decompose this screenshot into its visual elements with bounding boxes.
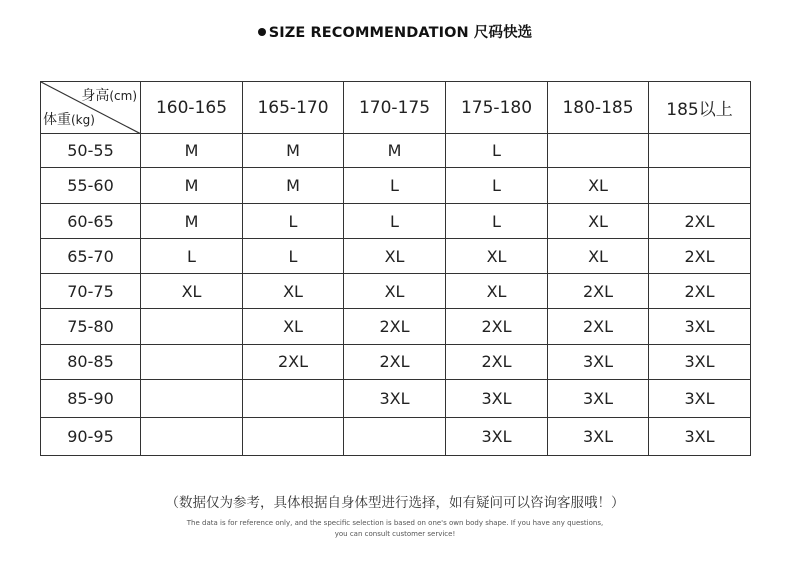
size-chart-body — [41, 134, 751, 456]
size-cell: 3XL — [649, 379, 751, 417]
weight-range-cell: 55-60 — [41, 168, 141, 204]
size-cell: 3XL — [649, 344, 751, 379]
size-cell: 2XL — [649, 274, 751, 309]
size-cell: XL — [344, 239, 446, 274]
size-cell: L — [446, 134, 548, 168]
size-cell — [649, 134, 751, 168]
size-cell: 2XL — [548, 309, 649, 344]
size-cell: XL — [446, 239, 548, 274]
size-cell: XL — [548, 204, 649, 239]
size-cell: L — [243, 239, 344, 274]
weight-range-cell: 65-70 — [41, 239, 141, 274]
table-row — [41, 168, 751, 204]
page-title — [0, 21, 790, 42]
size-cell: XL — [243, 309, 344, 344]
size-cell: 3XL — [446, 379, 548, 417]
height-range-header: 180-185 — [548, 82, 649, 134]
size-cell: 3XL — [649, 417, 751, 455]
size-cell: XL — [243, 274, 344, 309]
size-cell: 2XL — [344, 344, 446, 379]
table-row — [41, 417, 751, 455]
table-row — [41, 204, 751, 239]
size-cell — [243, 417, 344, 455]
size-cell: 2XL — [446, 344, 548, 379]
weight-range-cell: 90-95 — [41, 417, 141, 455]
size-cell: 3XL — [548, 379, 649, 417]
size-chart-table — [40, 81, 751, 456]
height-range-header: 170-175 — [344, 82, 446, 134]
reference-note-english-line1: The data is for reference only, and the specific selection is based on one's own body shape. If you have any questions, — [186, 519, 604, 527]
size-cell — [548, 134, 649, 168]
weight-range-cell: 70-75 — [41, 274, 141, 309]
size-cell: 3XL — [548, 417, 649, 455]
table-row — [41, 239, 751, 274]
size-cell: L — [243, 204, 344, 239]
size-cell: M — [141, 168, 243, 204]
weight-range-cell: 50-55 — [41, 134, 141, 168]
size-cell: L — [344, 168, 446, 204]
weight-axis-label: 体重(kg) — [43, 112, 95, 128]
size-cell: M — [141, 134, 243, 168]
size-cell: L — [141, 239, 243, 274]
size-cell: XL — [446, 274, 548, 309]
size-cell — [141, 344, 243, 379]
size-cell — [243, 379, 344, 417]
size-cell: 3XL — [446, 417, 548, 455]
size-cell — [344, 417, 446, 455]
height-range-header: 175-180 — [446, 82, 548, 134]
table-row — [41, 274, 751, 309]
table-row — [41, 134, 751, 168]
size-cell: 3XL — [344, 379, 446, 417]
size-cell: L — [446, 204, 548, 239]
size-cell: M — [243, 168, 344, 204]
weight-range-cell: 60-65 — [41, 204, 141, 239]
reference-note-english-line2: you can consult customer service! — [334, 530, 456, 538]
size-cell: 2XL — [446, 309, 548, 344]
size-cell: XL — [141, 274, 243, 309]
size-cell: 2XL — [649, 204, 751, 239]
size-cell — [141, 379, 243, 417]
size-cell — [649, 168, 751, 204]
size-cell: XL — [548, 239, 649, 274]
height-range-header: 165-170 — [243, 82, 344, 134]
weight-range-cell: 75-80 — [41, 309, 141, 344]
size-cell: M — [243, 134, 344, 168]
size-cell: 2XL — [548, 274, 649, 309]
table-row — [41, 309, 751, 344]
weight-range-cell: 85-90 — [41, 379, 141, 417]
size-cell: 3XL — [548, 344, 649, 379]
size-cell — [141, 417, 243, 455]
size-cell: L — [446, 168, 548, 204]
size-cell: 2XL — [649, 239, 751, 274]
size-cell: M — [141, 204, 243, 239]
reference-note-chinese: （数据仅为参考，具体根据自身体型进行选择，如有疑问可以咨询客服哦！） — [165, 495, 625, 511]
height-range-header: 185以上 — [649, 82, 751, 134]
size-cell: XL — [548, 168, 649, 204]
size-cell — [141, 309, 243, 344]
size-cell: XL — [344, 274, 446, 309]
table-header-row — [41, 82, 751, 134]
size-cell: 2XL — [243, 344, 344, 379]
height-range-header: 160-165 — [141, 82, 243, 134]
size-cell: 3XL — [649, 309, 751, 344]
table-row — [41, 344, 751, 379]
size-cell: 2XL — [344, 309, 446, 344]
weight-range-cell: 80-85 — [41, 344, 141, 379]
height-axis-label: 身高(cm) — [81, 88, 137, 104]
size-cell: L — [344, 204, 446, 239]
reference-note-english — [0, 518, 790, 540]
table-row — [41, 379, 751, 417]
page-title-text: SIZE RECOMMENDATION 尺码快选 — [268, 25, 533, 41]
corner-header-cell — [41, 82, 141, 134]
bullet-dot-icon — [258, 28, 266, 36]
size-cell: M — [344, 134, 446, 168]
